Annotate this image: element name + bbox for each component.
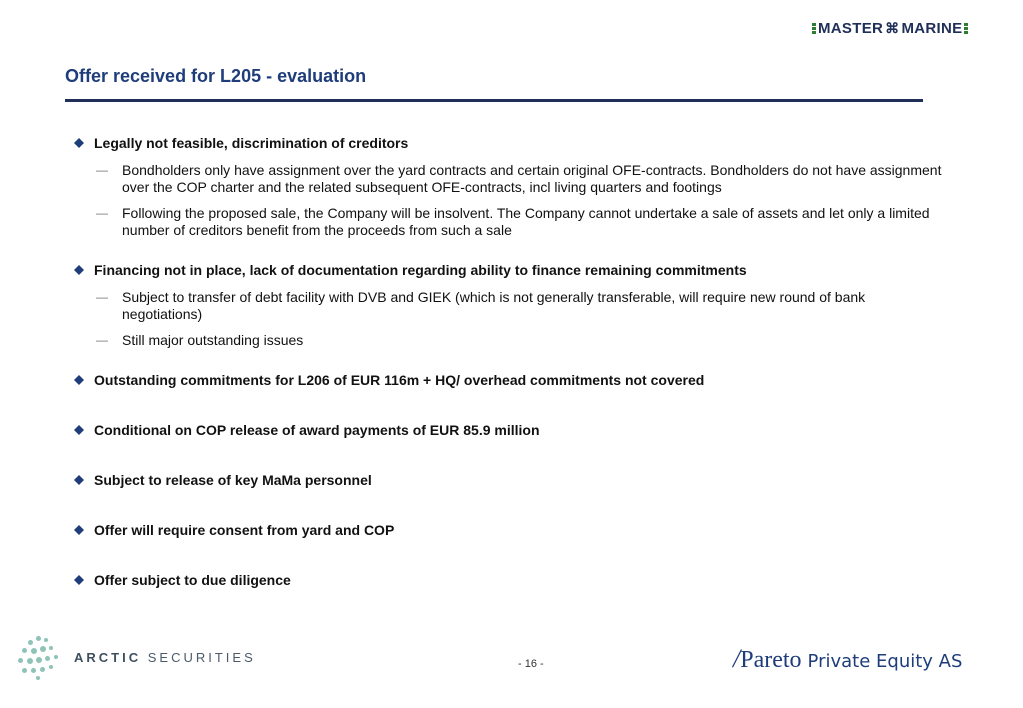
diamond-bullet-icon	[74, 425, 84, 435]
diamond-bullet-icon	[74, 375, 84, 385]
bullet-item	[74, 135, 944, 239]
bullet-text: Subject to release of key MaMa personnel	[94, 472, 372, 488]
bullet-heading	[74, 522, 944, 539]
bullet-heading	[74, 262, 944, 279]
sub-bullet-item	[74, 332, 944, 349]
bullet-text: Offer subject to due diligence	[94, 572, 291, 588]
sub-bullet-text: Subject to transfer of debt facility with DVB and GIEK (which is not generally transferable, will require new round of bank negotiations)	[122, 289, 866, 322]
logo-text-left: MASTER	[818, 19, 884, 37]
bullet-item	[74, 372, 944, 389]
bullet-heading	[74, 372, 944, 389]
diamond-bullet-icon	[74, 265, 84, 275]
dash-bullet-icon: —	[96, 163, 108, 177]
bullet-heading	[74, 422, 944, 439]
sub-bullet-text: Bondholders only have assignment over the yard contracts and certain original OFE-contracts. Bondholders do not have assignment over the COP charter and the related subsequent OFE-contracts, incl living quarters and footings	[122, 162, 942, 195]
bullet-text: Financing not in place, lack of documentation regarding ability to finance remaining commitments	[94, 262, 747, 278]
dash-bullet-icon: —	[96, 333, 108, 347]
sub-bullet-text: Still major outstanding issues	[122, 332, 304, 348]
securities-text: SECURITIES	[147, 649, 256, 665]
arctic-securities-logo	[14, 632, 256, 682]
diamond-bullet-icon	[74, 138, 84, 148]
dots-logo-icon	[14, 632, 74, 682]
dash-bullet-icon: —	[96, 206, 108, 220]
diamond-bullet-icon	[74, 525, 84, 535]
bullet-item	[74, 472, 944, 489]
sub-bullet-item	[74, 162, 944, 196]
sub-bullet-item	[74, 205, 944, 239]
logo-text-right: MARINE	[901, 19, 963, 37]
bullet-item	[74, 422, 944, 439]
dash-bullet-icon: —	[96, 290, 108, 304]
bullet-heading	[74, 472, 944, 489]
sub-bullet-list	[74, 162, 944, 239]
bullet-list	[74, 135, 944, 589]
bullet-item	[74, 522, 944, 539]
master-marine-logo	[812, 17, 968, 39]
pareto-name: Pareto	[740, 647, 802, 673]
sub-bullet-text: Following the proposed sale, the Company will be insolvent. The Company cannot undertake a sale of assets and let only a limited number of creditors benefit from the proceeds from such a sale	[122, 205, 930, 238]
bullet-item	[74, 262, 944, 349]
sub-bullet-item	[74, 289, 944, 323]
logo-knot-icon: ⌘	[885, 19, 900, 36]
diamond-bullet-icon	[74, 575, 84, 585]
bullet-text: Conditional on COP release of award payments of EUR 85.9 million	[94, 422, 540, 438]
pareto-logo	[733, 644, 962, 674]
bullet-text: Outstanding commitments for L206 of EUR 116m + HQ/ overhead commitments not covered	[94, 372, 705, 388]
bullet-text: Legally not feasible, discrimination of creditors	[94, 135, 409, 151]
title-rule	[65, 99, 923, 102]
bullet-text: Offer will require consent from yard and COP	[94, 522, 395, 538]
bullet-item	[74, 572, 944, 589]
pareto-swoosh-icon: /	[733, 644, 741, 673]
logo-bars-icon	[964, 23, 968, 34]
page-title: Offer received for L205 - evaluation	[65, 66, 367, 86]
bullet-heading	[74, 572, 944, 589]
diamond-bullet-icon	[74, 475, 84, 485]
sub-bullet-list	[74, 289, 944, 349]
logo-bars-icon	[812, 23, 816, 34]
pareto-subtitle: Private Equity AS	[807, 651, 963, 672]
arctic-text: ARCTIC	[74, 649, 142, 665]
bullet-heading	[74, 135, 944, 152]
page-number: - 16 -	[518, 658, 544, 670]
